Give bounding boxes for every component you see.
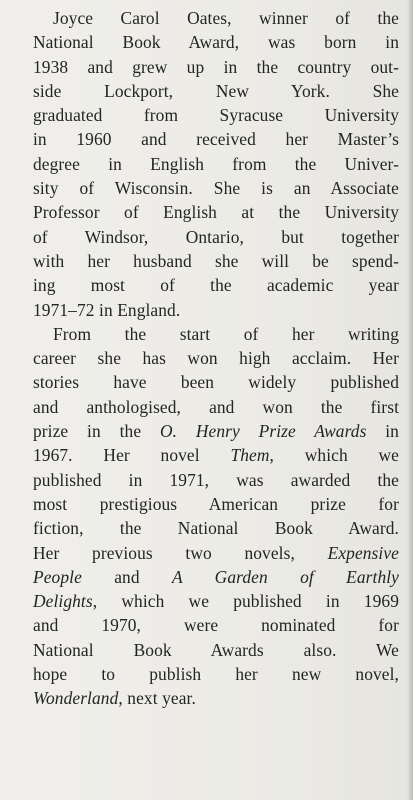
text-line: Wonderland, next year. [33,688,196,709]
text-line: fiction, the National Book Award. [33,518,399,539]
italic-title: People [33,566,82,587]
italic-title: Expensive [327,542,399,563]
italic-title: Wonderland [33,688,119,709]
text-line: ing most of the academic year [33,275,399,296]
text-line: stories have been widely published [33,372,399,393]
text-line: People and A Garden of Earthly [33,566,399,587]
text-line: of Windsor, Ontario, but together [33,226,399,247]
text-line: in 1960 and received her Master’s [33,129,399,150]
text-line: 1971–72 in England. [33,299,181,320]
text-line: From the start of her writing [53,323,399,344]
text-line: degree in English from the Univer- [33,153,399,174]
page-edge-shadow [407,0,413,800]
text-line: Joyce Carol Oates, winner of the [53,8,399,28]
text-line: with her husband she will be spend- [33,250,399,271]
text-line: Delights, which we published in 1969 [33,591,399,612]
text-line: 1938 and grew up in the country out- [33,56,399,77]
text-line: and 1970, were nominated for [33,615,399,636]
bio-paragraph-1 [33,6,399,322]
text-line: most prestigious American prize for [33,493,399,514]
bio-paragraph-2 [33,322,399,711]
text-line: National Book Awards also. We [33,639,399,660]
italic-title: Delights [33,591,93,612]
italic-title: Them [230,445,270,466]
text-line: graduated from Syracuse University [33,105,399,126]
italic-title: O. Henry Prize Awards [159,421,367,442]
text-line: Her previous two novels, Expensive [33,542,399,563]
text-line: side Lockport, New York. She [33,80,399,101]
text-line: hope to publish her new novel, [33,664,399,685]
author-bio-text [33,6,399,711]
text-line: prize in the O. Henry Prize Awards in [33,421,399,442]
text-line: and anthologised, and won the first [33,396,399,417]
text-line: career she has won high acclaim. Her [33,348,399,369]
text-line: 1967. Her novel Them, which we [33,445,399,466]
text-line: National Book Award, was born in [33,32,399,53]
text-line: published in 1971, was awarded the [33,469,399,490]
italic-title: A Garden of Earthly [171,566,399,587]
text-line: Professor of English at the University [33,202,399,223]
text-line: sity of Wisconsin. She is an Associate [33,178,399,199]
